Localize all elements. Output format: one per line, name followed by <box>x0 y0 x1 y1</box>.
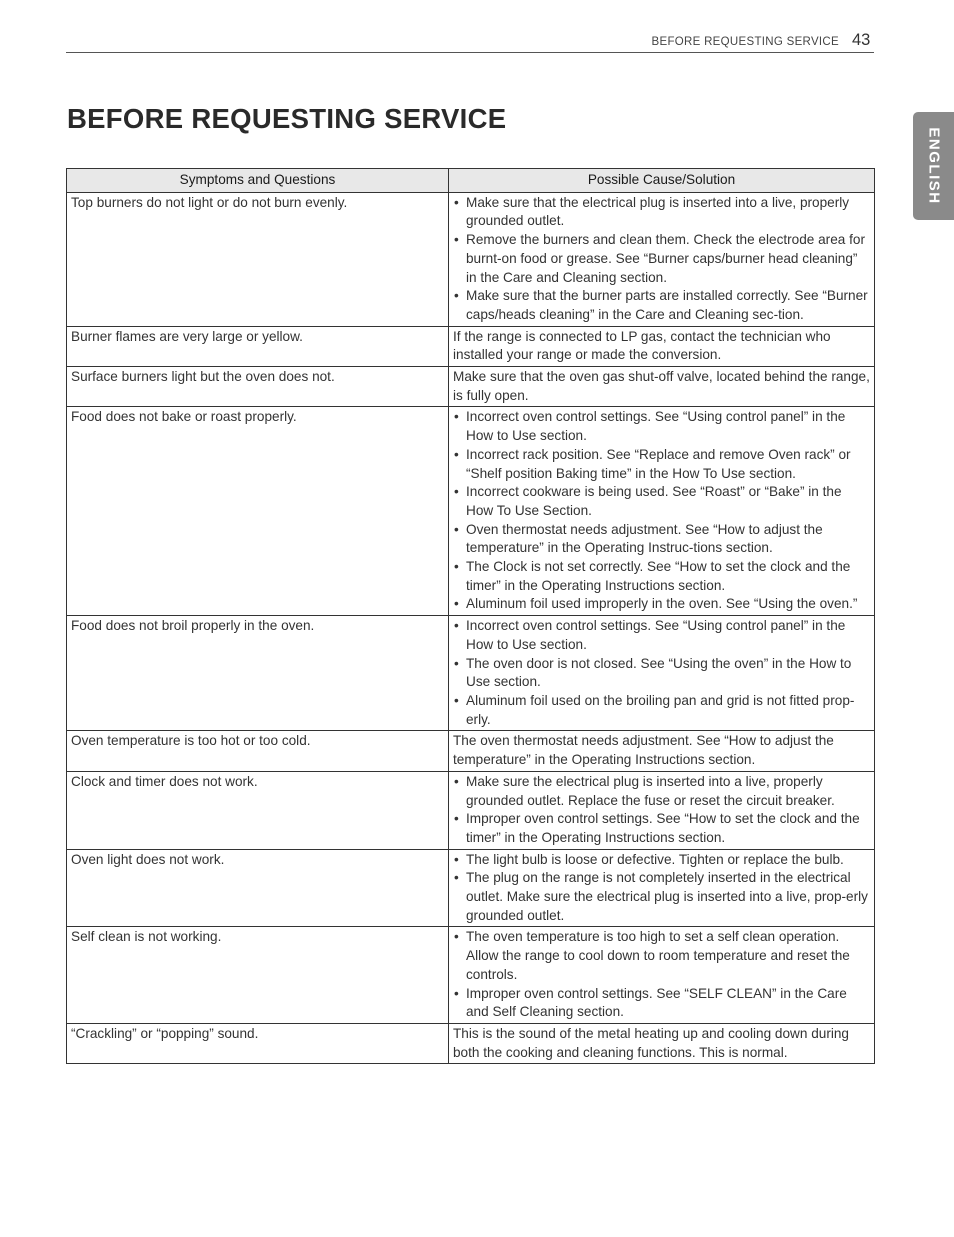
solution-list <box>453 408 871 614</box>
solution-cell <box>449 407 875 616</box>
solution-cell: If the range is connected to LP gas, contact the technician who installed your range or made the conversion. <box>449 326 875 366</box>
table-row <box>67 192 875 326</box>
solution-item: • Make sure the electrical plug is inserted into a live, properly grounded outlet. Replace the fuse or reset the circuit breaker. <box>453 773 871 810</box>
table-row <box>67 367 875 407</box>
symptom-cell: Burner flames are very large or yellow. <box>67 326 449 366</box>
solution-item: • Oven thermostat needs adjustment. See “How to adjust the temperature” in the Operating Instruc-tions section. <box>453 521 871 558</box>
table-header-row <box>67 169 875 193</box>
solution-cell <box>449 771 875 849</box>
solution-item: • Incorrect rack position. See “Replace and remove Oven rack” or “Shelf position Baking time” in the How To Use section. <box>453 446 871 483</box>
column-header-symptoms: Symptoms and Questions <box>67 169 449 193</box>
table-row <box>67 326 875 366</box>
page-number: 43 <box>852 31 871 49</box>
solution-list <box>453 928 871 1022</box>
running-header-section: BEFORE REQUESTING SERVICE <box>651 36 839 48</box>
symptom-cell: Top burners do not light or do not burn evenly. <box>67 192 449 326</box>
troubleshooting-table <box>66 168 875 1064</box>
page-title: BEFORE REQUESTING SERVICE <box>67 103 507 134</box>
symptom-cell: Oven temperature is too hot or too cold. <box>67 731 449 771</box>
solution-cell <box>449 616 875 731</box>
symptom-cell: Oven light does not work. <box>67 849 449 927</box>
table-row <box>67 407 875 616</box>
language-tab-label: ENGLISH <box>925 127 942 205</box>
symptom-cell: Clock and timer does not work. <box>67 771 449 849</box>
header-rule <box>66 52 874 53</box>
symptom-cell: Self clean is not working. <box>67 927 449 1024</box>
solution-list <box>453 617 871 729</box>
solution-item: • Aluminum foil used on the broiling pan and grid is not fitted prop-erly. <box>453 692 871 729</box>
solution-item: • Make sure that the electrical plug is inserted into a live, properly grounded outlet. <box>453 194 871 231</box>
table-row <box>67 731 875 771</box>
solution-cell <box>449 849 875 927</box>
solution-cell: The oven thermostat needs adjustment. See “How to adjust the temperature” in the Operating Instructions section. <box>449 731 875 771</box>
solution-list <box>453 851 871 926</box>
solution-item: • Incorrect cookware is being used. See “Roast” or “Bake” in the How To Use Section. <box>453 483 871 520</box>
solution-list <box>453 773 871 848</box>
table-row <box>67 616 875 731</box>
solution-item: • Make sure that the burner parts are installed correctly. See “Burner caps/heads cleaning” in the Care and Cleaning sec-tion. <box>453 287 871 324</box>
solution-item: • Incorrect oven control settings. See “Using control panel” in the How to Use section. <box>453 617 871 654</box>
solution-item: • The oven temperature is too high to set a self clean operation. Allow the range to cool down to room temperature and reset the controls. <box>453 928 871 984</box>
solution-item: • Aluminum foil used improperly in the oven. See “Using the oven.” <box>453 595 871 614</box>
symptom-cell: “Crackling” or “popping” sound. <box>67 1023 449 1063</box>
solution-item: • Improper oven control settings. See “How to set the clock and the timer” in the Operating Instructions section. <box>453 810 871 847</box>
table-row <box>67 1023 875 1063</box>
table-row <box>67 927 875 1024</box>
symptom-cell: Surface burners light but the oven does not. <box>67 367 449 407</box>
solution-cell <box>449 192 875 326</box>
solution-item: • Remove the burners and clean them. Check the electrode area for burnt-on food or grease. See “Burner caps/burner head cleaning” in the Care and Cleaning section. <box>453 231 871 287</box>
column-header-solutions: Possible Cause/Solution <box>449 169 875 193</box>
solution-item: • The light bulb is loose or defective. Tighten or replace the bulb. <box>453 851 871 870</box>
solution-list <box>453 194 871 325</box>
solution-cell: Make sure that the oven gas shut-off valve, located behind the range, is fully open. <box>449 367 875 407</box>
solution-cell <box>449 927 875 1024</box>
symptom-cell: Food does not bake or roast properly. <box>67 407 449 616</box>
solution-item: • Incorrect oven control settings. See “Using control panel” in the How to Use section. <box>453 408 871 445</box>
symptom-cell: Food does not broil properly in the oven. <box>67 616 449 731</box>
solution-item: • The Clock is not set correctly. See “How to set the clock and the timer” in the Operating Instructions section. <box>453 558 871 595</box>
solution-item: • The plug on the range is not completely inserted in the electrical outlet. Make sure the electrical plug is inserted into a live, prop-erly grounded outlet. <box>453 869 871 925</box>
solution-item: • The oven door is not closed. See “Using the oven” in the How to Use section. <box>453 655 871 692</box>
language-tab <box>913 112 954 220</box>
table-row <box>67 771 875 849</box>
solution-item: • Improper oven control settings. See “SELF CLEAN” in the Care and Self Cleaning section. <box>453 985 871 1022</box>
table-row <box>67 849 875 927</box>
solution-cell: This is the sound of the metal heating up and cooling down during both the cooking and cleaning functions. This is normal. <box>449 1023 875 1063</box>
